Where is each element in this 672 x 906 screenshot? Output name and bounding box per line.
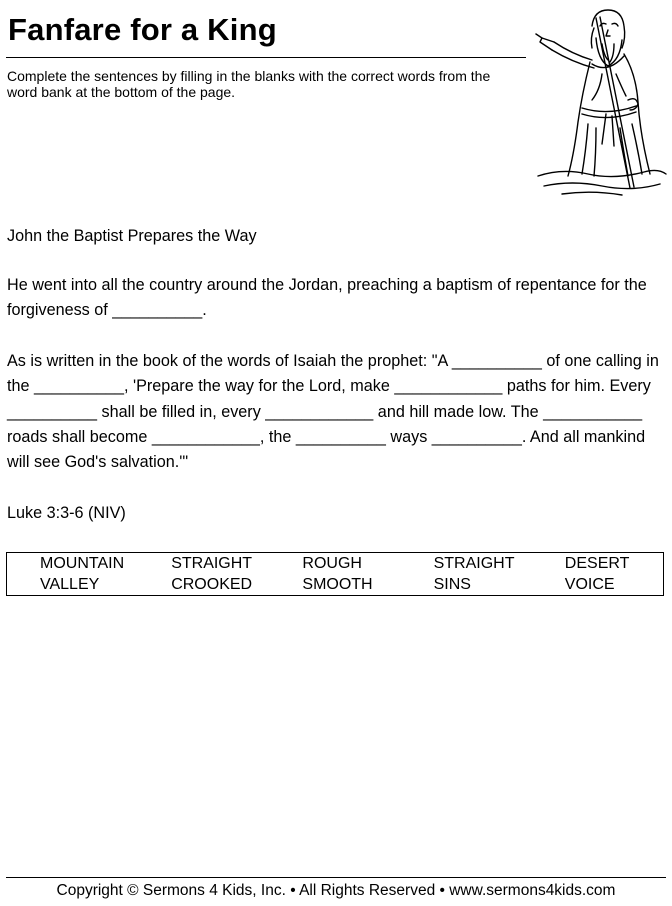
word-bank-item: STRAIGHT: [171, 555, 253, 572]
word-bank-item: VALLEY: [40, 576, 100, 593]
page-title: Fanfare for a King: [8, 12, 277, 47]
word-bank-item: DESERT: [564, 555, 630, 572]
word-bank-item: CROOKED: [171, 576, 253, 593]
footer-divider: [6, 877, 666, 878]
fill-in-paragraph-1: He went into all the country around the Jordan, preaching a baptism of repentance for the forgiveness of __________.: [7, 276, 647, 320]
word-bank-item: SMOOTH: [302, 576, 373, 593]
scripture-reference: Luke 3:3-6 (NIV): [7, 504, 126, 522]
word-bank-item: SINS: [433, 576, 471, 593]
copyright-footer: Copyright © Sermons 4 Kids, Inc. • All Rights Reserved • www.sermons4kids.com: [56, 882, 616, 899]
fill-in-paragraph-2: As is written in the book of the words of Isaiah the prophet: "A __________ of one calling in the __________, 'Prepare the way for the Lord, make ____________ paths for him. Every __________ shall be filled in, every ____________ and hill made low. The ___________ roads shall become ____________, the __________ ways __________. And all mankind will see God's salvation.'": [7, 352, 659, 472]
word-bank-item: VOICE: [564, 576, 615, 593]
section-subtitle: John the Baptist Prepares the Way: [7, 227, 257, 245]
word-bank: [6, 552, 664, 596]
instructions: Complete the sentences by filling in the blanks with the correct words from the word bank at the bottom of the page.: [7, 68, 491, 100]
word-bank-item: MOUNTAIN: [40, 555, 125, 572]
john-the-baptist-illustration: [532, 4, 668, 200]
word-bank-item: ROUGH: [302, 555, 362, 572]
word-bank-item: STRAIGHT: [433, 555, 515, 572]
title-divider: [6, 57, 526, 58]
